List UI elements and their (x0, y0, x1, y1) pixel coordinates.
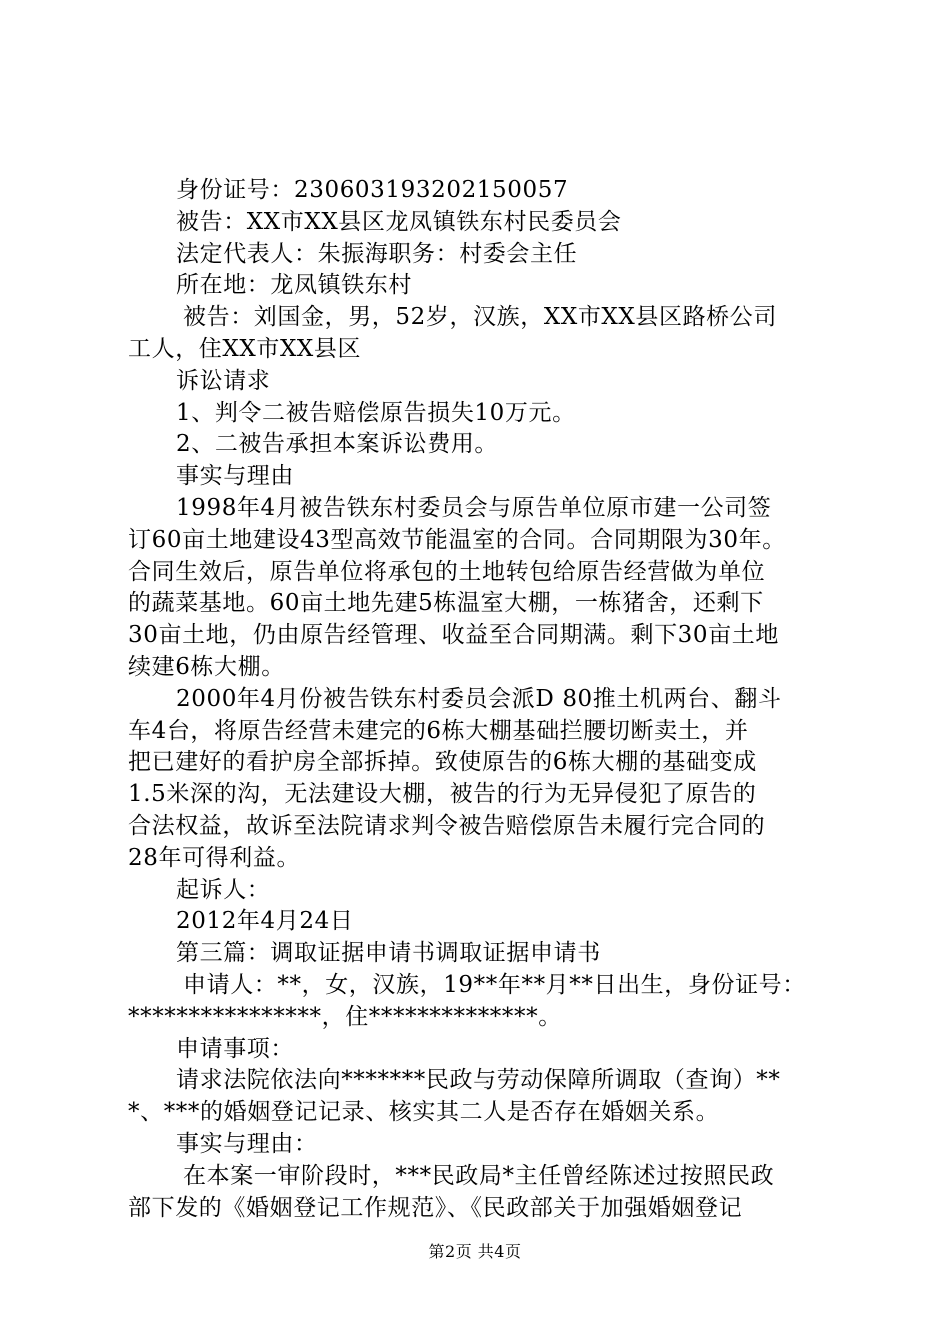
text-line: 合法权益，故诉至法院请求判令被告赔偿原告未履行完合同的 (128, 812, 766, 839)
document-body (128, 175, 834, 1224)
text-line: 部下发的《婚姻登记工作规范》、《民政部关于加强婚姻登记 (128, 1194, 743, 1221)
text-line: 2、二被告承担本案诉讼费用。 (176, 431, 499, 458)
text-line: 被告：刘国金，男，52岁，汉族，XX市XX县区路桥公司 (183, 304, 777, 331)
text-line: 把已建好的看护房全部拆掉。致使原告的6栋大棚的基础变成 (128, 749, 757, 776)
text-line: 申请人：**，女，汉族，19**年**月**日出生，身份证号： (183, 971, 806, 998)
text-line: 1、判令二被告赔偿原告损失10万元。 (176, 399, 576, 426)
text-line: ****************，住**************。 (128, 1003, 562, 1030)
signature-label: 起诉人： (176, 876, 271, 903)
text-line: 1.5米深的沟，无法建设大棚，被告的行为无异侵犯了原告的 (128, 781, 757, 808)
text-line: 2000年4月份被告铁东村委员会派D 80推土机两台、翻斗 (176, 685, 782, 712)
text-line: 订60亩土地建设43型高效节能温室的合同。合同期限为30年。 (128, 526, 786, 553)
section-heading: 申请事项： (176, 1035, 294, 1062)
text-line: 请求法院依法向*******民政与劳动保障所调取（查询）** (176, 1067, 781, 1094)
section-heading: 第三篇：调取证据申请书调取证据申请书 (176, 940, 601, 967)
text-line: 在本案一审阶段时，***民政局*主任曾经陈述过按照民政 (183, 1162, 775, 1189)
text-line: 被告：XX市XX县区龙凤镇铁东村民委员会 (176, 208, 622, 235)
page-footer: 第2页 共4页 (428, 1242, 522, 1261)
text-line: 所在地：龙凤镇铁东村 (176, 272, 412, 299)
text-line: 1998年4月被告铁东村委员会与原告单位原市建一公司签 (176, 494, 772, 521)
text-line: 合同生效后，原告单位将承包的土地转包给原告经营做为单位 (128, 558, 766, 585)
section-heading: 事实与理由 (176, 463, 294, 490)
section-heading: 事实与理由： (176, 1130, 318, 1157)
text-line: 28年可得利益。 (128, 844, 301, 871)
text-line: *、***的婚姻登记记录、核实其二人是否存在婚姻关系。 (128, 1099, 720, 1126)
text-line: 工人，住XX市XX县区 (128, 335, 362, 362)
text-line: 车4台，将原告经营未建完的6栋大棚基础拦腰切断卖土，并 (128, 717, 749, 744)
text-line: 法定代表人：朱振海职务：村委会主任 (176, 240, 578, 267)
date-line: 2012年4月24日 (176, 908, 354, 935)
text-line: 身份证号：230603193202150057 (176, 177, 569, 203)
text-line: 续建6栋大棚。 (128, 653, 285, 680)
section-heading: 诉讼请求 (176, 367, 271, 394)
text-line: 30亩土地，仍由原告经管理、收益至合同期满。剩下30亩土地 (128, 622, 779, 649)
text-line: 的蔬菜基地。60亩土地先建5栋温室大棚，一栋猪舍，还剩下 (128, 590, 764, 617)
